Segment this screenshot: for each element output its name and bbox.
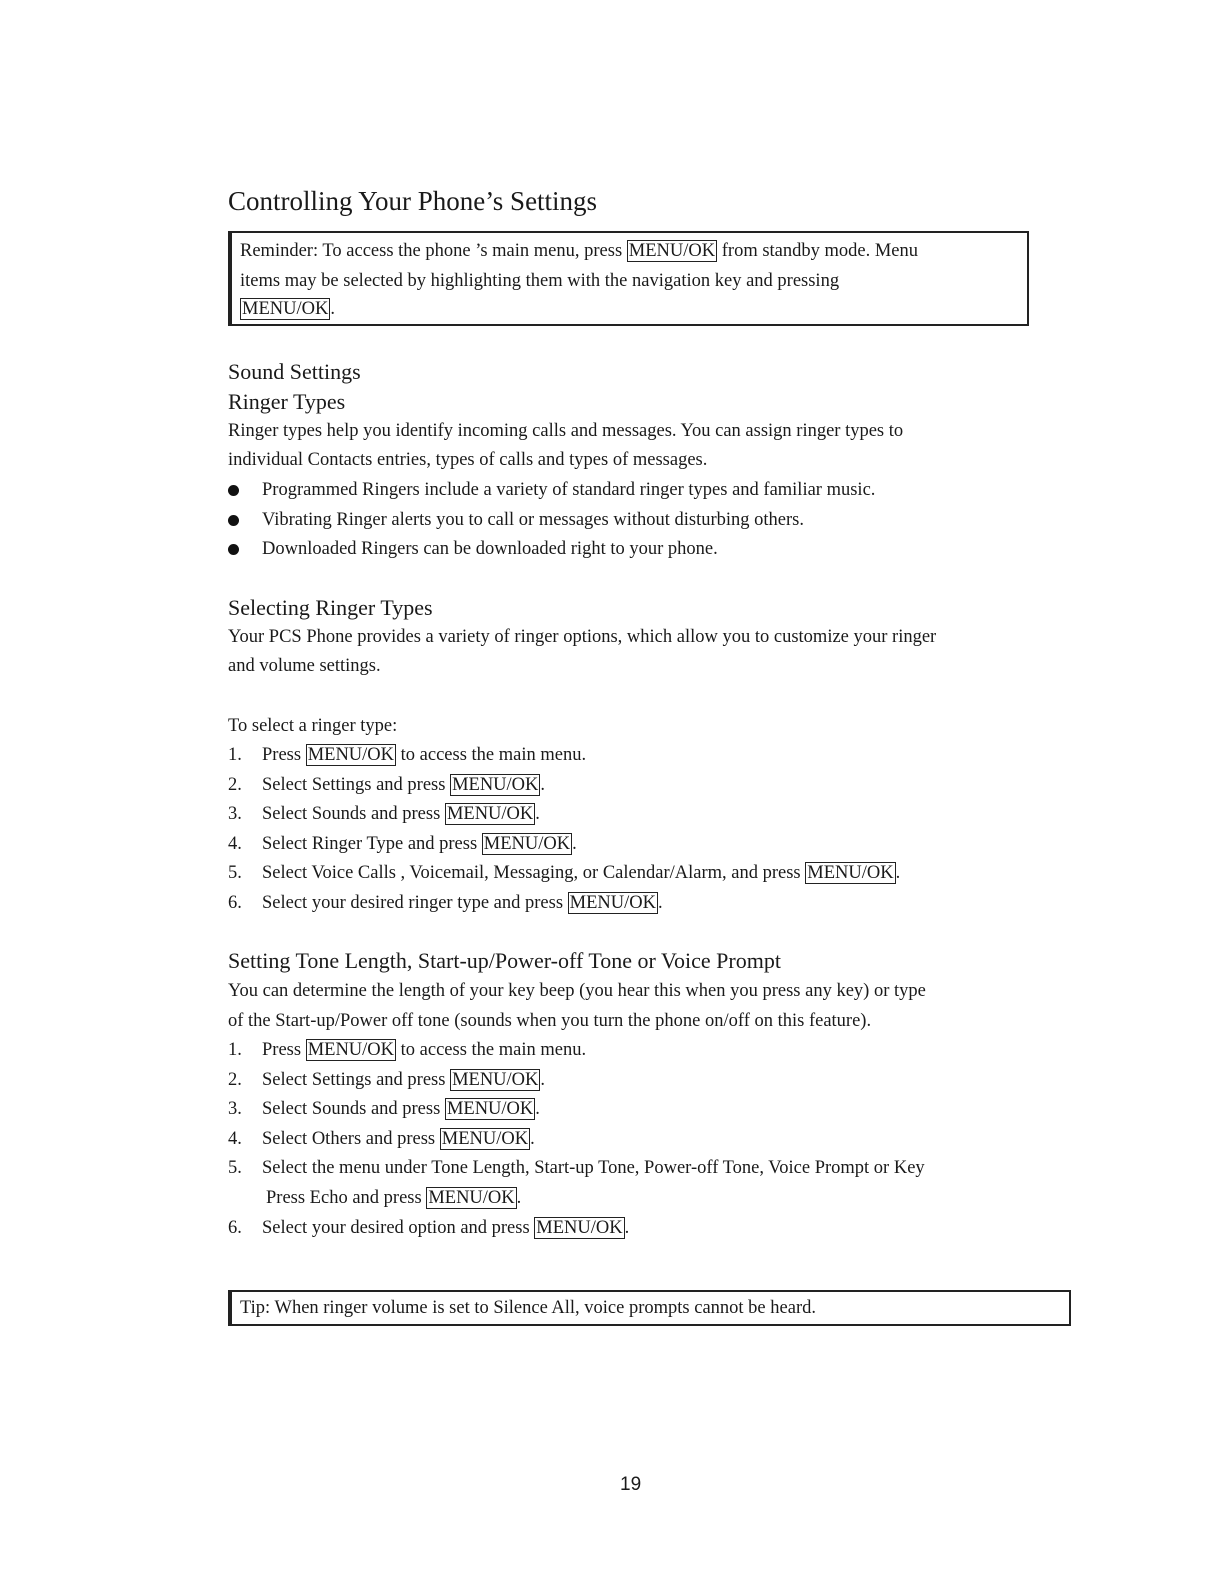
selecting-line-1: Your PCS Phone provides a variety of ringer options, which allow you to customize your ringer [228,627,937,647]
step-number: 3. [228,1099,242,1119]
menu-ok-key: MENU/OK [428,1188,515,1208]
menu-ok-key: MENU/OK [628,241,716,261]
bullet-icon [228,485,239,496]
bullet-item: Vibrating Ringer alerts you to call or messages without disturbing others. [262,510,804,530]
menu-ok-key: MENU/OK [807,863,894,883]
list-item [228,1127,535,1151]
step-text-after: . [658,893,663,913]
tone-line-1: You can determine the length of your key beep (you hear this when you press any key) or type [228,981,926,1001]
ringer-types-heading: Ringer Types [228,389,346,414]
step-text-after: to access the main menu. [396,745,587,765]
bullet-item: Programmed Ringers include a variety of standard ringer types and familiar music. [262,480,876,500]
step-text-after: . [624,1218,630,1238]
reminder-line-1 [240,239,918,263]
step-text: Select Voice Calls , Voicemail, Messaging, or Calendar/Alarm, and press [262,863,806,883]
step-number: 4. [228,1129,242,1149]
step-text: Press [262,745,306,765]
menu-ok-key: MENU/OK [452,1070,539,1090]
list-item [228,773,545,797]
step-text-after: . [895,863,901,883]
menu-ok-key: MENU/OK [242,299,329,319]
step-text: Select Settings and press [262,775,451,795]
selecting-line-2: and volume settings. [228,656,381,676]
page-title: Controlling Your Phone’s Settings [228,186,598,216]
step-number: 2. [228,1070,242,1090]
step-text-after: to access the main menu. [396,1040,587,1060]
selecting-ringer-heading: Selecting Ringer Types [228,595,433,620]
list-item-continued [228,1186,521,1210]
list-item [228,802,540,826]
step-number: 4. [228,834,242,854]
list-item [228,1216,629,1240]
step-number: 5. [228,863,242,883]
list-item [228,1068,545,1092]
tip-label: Tip: [240,1298,271,1318]
step-text-after: . [572,834,577,854]
reminder-line-3 [240,297,335,321]
step-number: 6. [228,1218,242,1238]
list-item [228,743,586,767]
step-text: Select the menu under Tone Length, Start-up Tone, Power-off Tone, Voice Prompt or Key [262,1158,925,1178]
tip-line [240,1296,816,1320]
sound-settings-heading: Sound Settings [228,359,361,384]
step-number: 1. [228,745,242,765]
menu-ok-key: MENU/OK [446,1099,534,1119]
step-text: Select Settings and press [262,1070,451,1090]
list-item [228,1038,586,1062]
reminder-box [228,231,1029,326]
ringer-intro-line-2: individual Contacts entries, types of calls and types of messages. [228,450,708,470]
step-number: 3. [228,804,242,824]
step-text-after: . [530,1129,535,1149]
reminder-line-2: items may be selected by highlighting them with the navigation key and pressing [240,271,840,291]
list-item [228,1097,540,1121]
tip-box [228,1290,1071,1326]
menu-ok-key: MENU/OK [446,804,534,824]
step-text-after: . [516,1188,522,1208]
step-text: Select Sounds and press [262,804,445,824]
menu-ok-key: MENU/OK [569,893,657,913]
bullet-item: Downloaded Ringers can be downloaded right to your phone. [262,539,718,559]
step-number: 5. [228,1158,242,1178]
step-text: Select Ringer Type and press [262,834,482,854]
page-number: 19 [620,1474,642,1495]
list-item [228,832,577,856]
list-item [228,861,900,885]
step-text-after: . [540,1070,546,1090]
step-number: 1. [228,1040,242,1060]
tone-heading: Setting Tone Length, Start-up/Power-off Tone or Voice Prompt [228,948,781,973]
step-number: 2. [228,775,242,795]
menu-ok-key: MENU/OK [307,745,395,765]
step-text: Press Echo and press [266,1188,427,1208]
step-text: Press [262,1040,306,1060]
reminder-text-2: from standby mode. Menu [717,241,919,261]
tone-line-2: of the Start-up/Power off tone (sounds when you turn the phone on/off on this feature). [228,1011,872,1031]
selecting-lead: To select a ringer type: [228,716,398,736]
step-number: 6. [228,893,242,913]
step-text-after: . [535,1099,540,1119]
menu-ok-key: MENU/OK [441,1129,529,1149]
step-text-after: . [540,775,546,795]
menu-ok-key: MENU/OK [452,775,539,795]
bullet-icon [228,544,239,555]
menu-ok-key: MENU/OK [307,1040,395,1060]
reminder-end: . [330,299,335,319]
list-item [228,1156,925,1180]
step-text: Select Others and press [262,1129,440,1149]
bullet-icon [228,515,239,526]
list-item [228,891,663,915]
reminder-label: Reminder: [240,241,319,261]
menu-ok-key: MENU/OK [483,834,571,854]
step-text-after: . [535,804,540,824]
ringer-intro-line-1: Ringer types help you identify incoming calls and messages. You can assign ringer types to [228,421,904,441]
step-text: Select Sounds and press [262,1099,445,1119]
step-text: Select your desired ringer type and press [262,893,568,913]
step-text: Select your desired option and press [262,1218,535,1238]
reminder-text-1: To access the phone ’s main menu, press [318,241,627,261]
menu-ok-key: MENU/OK [536,1218,623,1238]
tip-text: When ringer volume is set to Silence All, voice prompts cannot be heard. [270,1298,816,1318]
